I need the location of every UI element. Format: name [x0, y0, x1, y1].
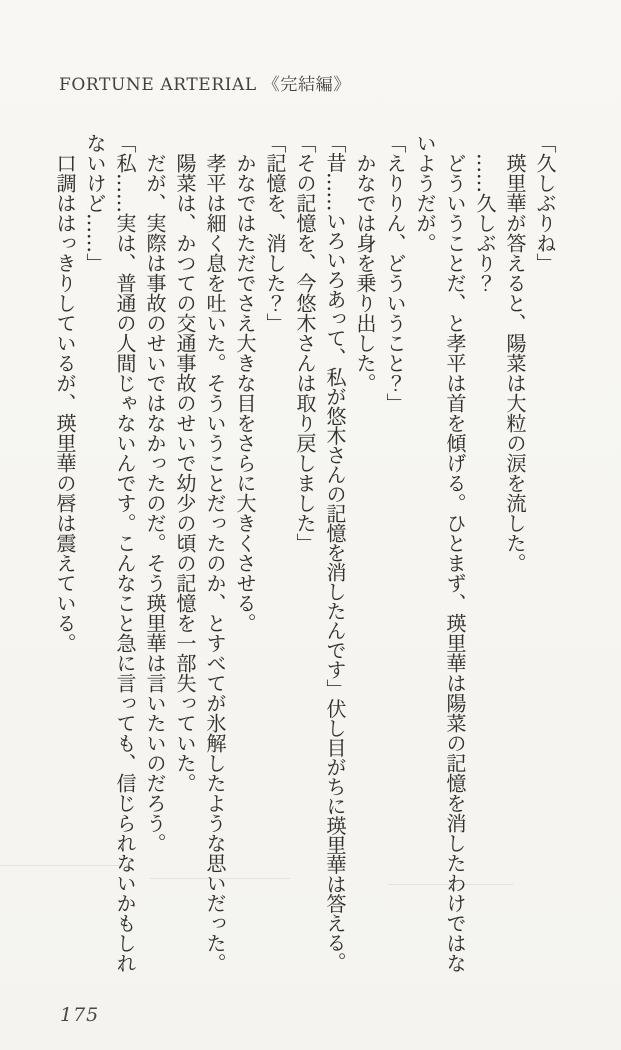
- paragraph-narration: 陽菜は、かつての交通事故のせいで幼少の頃の記憶を一部失っていた。: [173, 133, 197, 793]
- paragraph-narration: どういうことだ、と孝平は首を傾げる。ひとまず、瑛里華は陽菜の記憶を消したわけではないようだが。: [413, 133, 467, 973]
- paragraph-dialogue: 「昔……いろいろあって、私が悠木さんの記憶を消したんです」伏し目がちに瑛里華は答える。: [323, 133, 347, 972]
- running-header: FORTUNE ARTERIAL 《完結編》: [59, 75, 351, 95]
- paragraph-dialogue: 「その記憶を、今悠木さんは取り戻しました」: [293, 133, 317, 553]
- page-number: 175: [60, 1004, 100, 1026]
- paragraph-dialogue: 「記憶を、消した？」: [263, 133, 287, 333]
- paragraph-narration: ……久しぶり？: [473, 133, 497, 293]
- paragraph-narration: 瑛里華が答えると、陽菜は大粒の涙を流した。: [503, 133, 527, 573]
- novel-text-block: [50, 133, 560, 975]
- paragraph-narration: だが、実際は事故のせいではなかったのだ。そう瑛里華は言いたいのだろう。: [143, 133, 167, 853]
- paragraph-narration: 孝平は細く息を吐いた。そういうことだったのか、とすべてが氷解したような思いだった。: [203, 133, 227, 973]
- paragraph-narration: かなではただでさえ大きな目をさらに大きくさせる。: [233, 133, 257, 633]
- paragraph-narration: 口調ははっきりしているが、瑛里華の唇は震えている。: [53, 133, 77, 653]
- paragraph-dialogue: 「私……実は、普通の人間じゃないんです。こんなこと急に言っても、信じられないかもしれないけど……」: [83, 133, 137, 973]
- paragraph-narration: かなでは身を乗り出した。: [353, 133, 377, 393]
- paragraph-dialogue: 「えりりん、どういうこと？」: [383, 133, 407, 413]
- paragraph-dialogue: 「久しぶりね」: [533, 133, 557, 273]
